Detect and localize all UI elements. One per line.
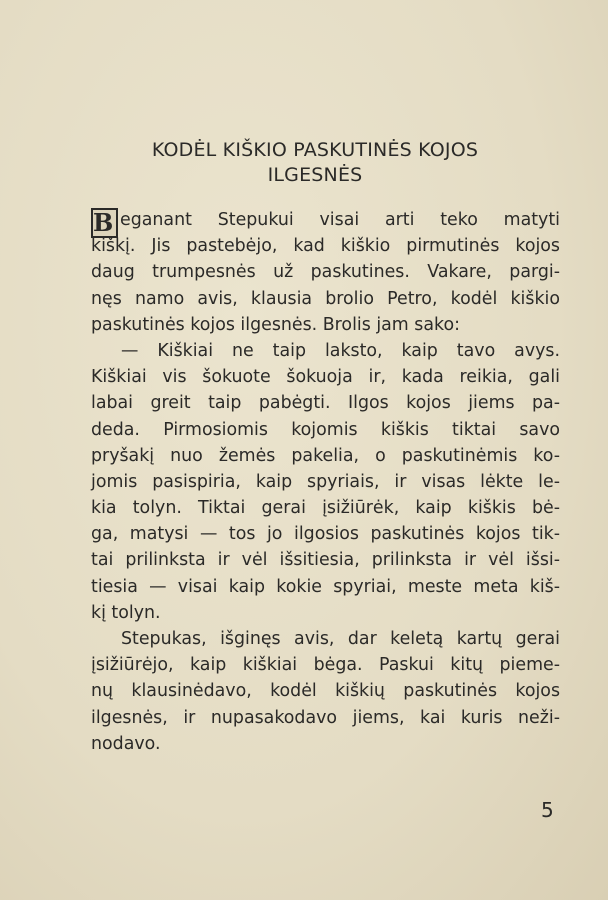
- paragraph-line: [91, 207, 560, 237]
- chapter-title-line-2: ILGESNĖS: [267, 164, 363, 186]
- paragraph-line: tiesia — visai kaip kokie spyriai, meste meta kiš-: [91, 576, 560, 597]
- paragraph-line: — Kiškiai ne taip laksto, kaip tavo avys.: [121, 340, 560, 361]
- paragraph-line: tai prilinksta ir vėl išsitiesia, prilinksta ir vėl išsi-: [91, 550, 560, 571]
- paragraph-line: Stepukas, išginęs avis, dar keletą kartų gerai: [121, 629, 560, 649]
- paragraph-line: nęs namo avis, klausia brolio Petro, kodėl kiškio: [91, 288, 560, 309]
- paragraph-line: jomis pasispiria, kaip spyriais, ir visas lėkte le-: [91, 471, 560, 492]
- paragraph-line: įsižiūrėjo, kaip kiškiai bėga. Paskui kitų pieme-: [91, 655, 560, 676]
- chapter-body: [91, 207, 560, 757]
- paragraph-line: paskutinės kojos ilgesnės. Brolis jam sako:: [91, 314, 460, 335]
- chapter-title: [100, 138, 530, 188]
- paragraph-line: pryšakį nuo žemės pakelia, o paskutinėmis ko-: [91, 445, 560, 466]
- drop-cap: B: [91, 208, 118, 238]
- paragraph-line: kį tolyn.: [91, 602, 161, 623]
- chapter-title-line-1: KODĖL KIŠKIO PASKUTINĖS KOJOS: [151, 139, 479, 161]
- paragraph-line: nų klausinėdavo, kodėl kiškių paskutinės kojos: [91, 681, 560, 702]
- paragraph-line: kiškį. Jis pastebėjo, kad kiškio pirmutinės kojos: [91, 236, 560, 257]
- paragraph-line-text: eganant Stepukui visai arti teko matyti: [120, 210, 560, 230]
- paragraph-line: kia tolyn. Tiktai gerai įsižiūrėk, kaip kiškis bė-: [91, 498, 560, 519]
- paragraph-line: deda. Pirmosiomis kojomis kiškis tiktai savo: [91, 419, 560, 440]
- paragraph-line: Kiškiai vis šokuote šokuoja ir, kada reikia, gali: [91, 367, 560, 388]
- paragraph-line: ilgesnės, ir nupasakodavo jiems, kai kuris neži-: [91, 707, 560, 728]
- paragraph-line: labai greit taip pabėgti. Ilgos kojos jiems pa-: [91, 393, 560, 414]
- paragraph-line: ga, matysi — tos jo ilgosios paskutinės kojos tik-: [91, 524, 560, 545]
- paragraph-line: nodavo.: [91, 733, 161, 754]
- page-number: 5: [541, 798, 554, 822]
- paragraph-line: daug trumpesnės už paskutines. Vakare, pargi-: [91, 262, 560, 283]
